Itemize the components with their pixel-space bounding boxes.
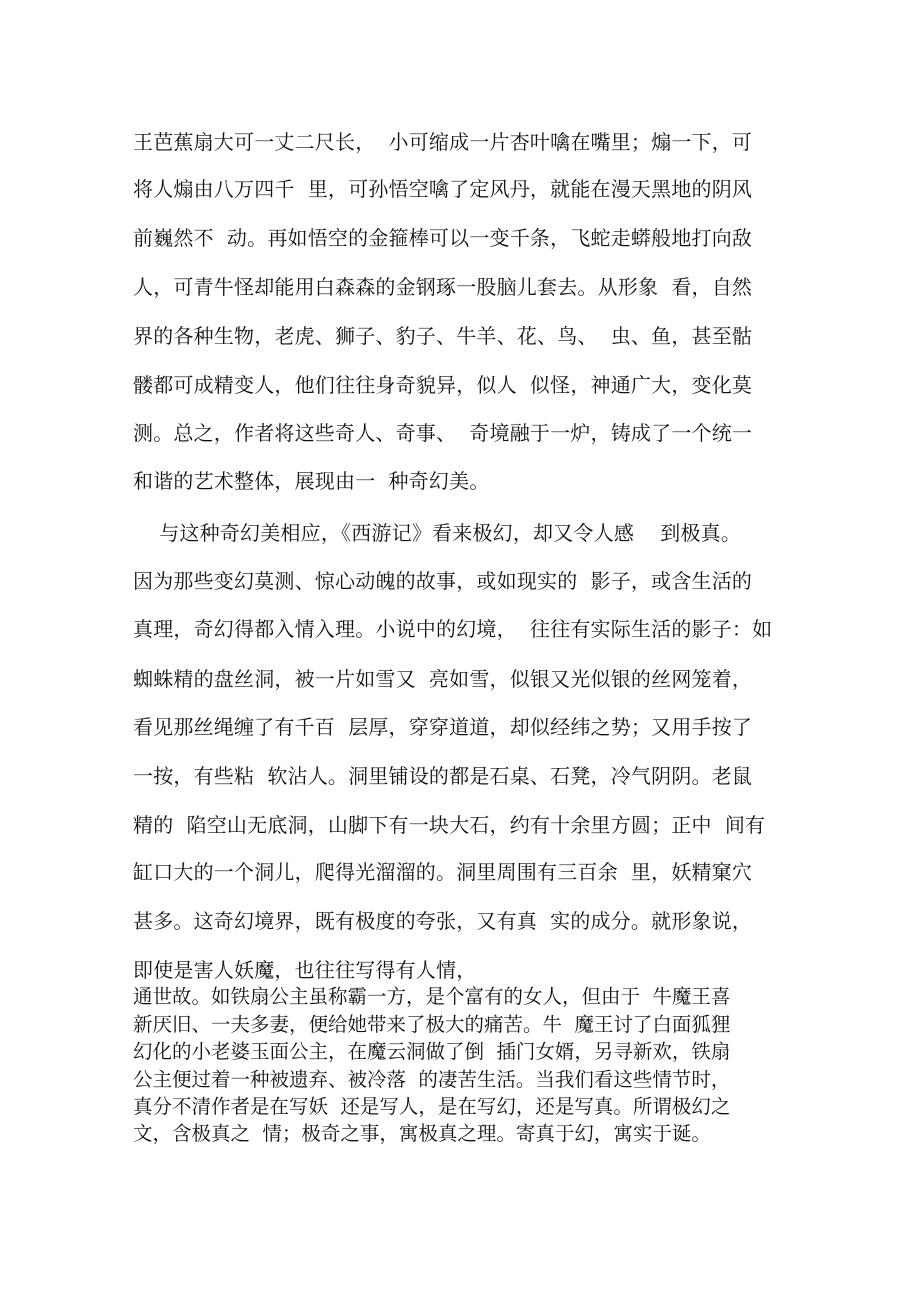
text-line: 人，可青牛怪却能用白森森的金钢琢一股脑儿套去。从形象 看，自然 [133, 275, 753, 299]
text-line: 因为那些变幻莫测、惊心动魄的故事，或如现实的 影子，或含生活的 [133, 569, 753, 593]
text-line: 甚多。这奇幻境界，既有极度的夸张，又有真 实的成分。就形象说， [133, 909, 753, 933]
text-line: 精的 陷空山无底洞，山脚下有一块大石，约有十余里方圆；正中 间有 [133, 813, 766, 837]
text-line: 髅都可成精变人，他们往往身奇貌异，似人 似怪，神通广大，变化莫 [133, 373, 753, 397]
text-line: 和谐的艺术整体，展现由一 种奇幻美。 [133, 469, 490, 493]
text-line: 前巍然不 动。再如悟空的金箍棒可以一变千条，飞蛇走蟒般地打向敌 [133, 226, 753, 250]
text-line: 缸口大的一个洞儿，爬得光溜溜的。洞里周围有三百余 里，妖精窠穴 [133, 860, 753, 884]
text-line: 公主便过着一种被遗弃、被冷落 的凄苦生活。当我们看这些情节时， [133, 1068, 731, 1091]
text-line: 王芭蕉扇大可一丈二尺长， 小可缩成一片杏叶噙在嘴里；煽一下，可 [133, 130, 753, 154]
text-line: 与这种奇幻美相应，《西游记》看来极幻，却又令人感 到极真。 [133, 521, 742, 545]
text-line: 通世故。如铁扇公主虽称霸一方，是个富有的女人，但由于 牛魔王喜 [133, 985, 731, 1008]
text-line: 界的各种生物，老虎、狮子、豹子、牛羊、花、鸟、 虫、鱼，甚至骷 [133, 324, 753, 348]
text-line: 文，含极真之 情；极奇之事，寓极真之理。寄真于幻，寓实于诞。 [133, 1122, 711, 1145]
text-line: 一按，有些粘 软沾人。洞里铺设的都是石桌、石凳，冷气阴阴。老鼠 [133, 764, 753, 788]
text-line: 真分不清作者是在写妖 还是写人，是在写幻，还是写真。所谓极幻之 [133, 1095, 731, 1118]
text-line: 蜘蛛精的盘丝洞，被一片如雪又 亮如雪，似银又光似银的丝网笼着， [133, 667, 753, 691]
text-line: 即使是害人妖魔，也往往写得有人情， [133, 958, 477, 982]
text-line: 幻化的小老婆玉面公主，在魔云洞做了倒 插门女婿，另寻新欢，铁扇 [133, 1040, 731, 1063]
text-line: 看见那丝绳缠了有千百 层厚，穿穿道道，却似经纬之势；又用手按了 [133, 715, 753, 739]
text-line: 将人煽由八万四千 里，可孙悟空噙了定风丹，就能在漫天黑地的阴风 [133, 177, 753, 201]
text-line: 测。总之，作者将这些奇人、奇事、 奇境融于一炉，铸成了一个统一 [133, 421, 753, 445]
text-line: 真理，奇幻得都入情入理。小说中的幻境， 往往有实际生活的影子：如 [133, 617, 773, 641]
text-line: 新厌旧、一夫多妻，便给她带来了极大的痛苦。牛 魔王讨了白面狐狸 [133, 1013, 731, 1036]
